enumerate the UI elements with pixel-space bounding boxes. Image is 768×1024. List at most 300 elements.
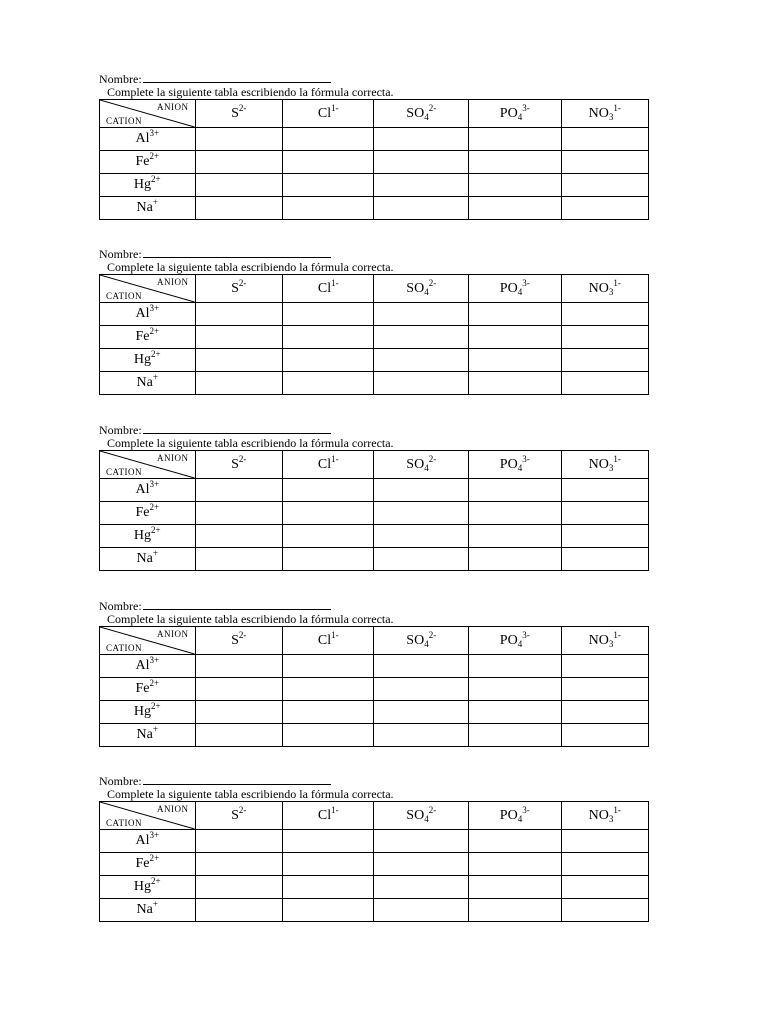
cation-row: [100, 655, 649, 678]
anion-symbol: PO: [499, 632, 518, 648]
cation-symbol: Hg: [133, 528, 152, 543]
formula-answer-cell[interactable]: [195, 349, 282, 372]
anion-symbol: Cl: [317, 807, 332, 823]
formula-answer-cell[interactable]: [374, 197, 469, 220]
anion-symbol: NO: [588, 105, 609, 121]
cation-charge: 2+: [149, 326, 160, 336]
cation-charge: 2+: [149, 853, 160, 863]
cation-charge: 2+: [149, 502, 160, 512]
cation-row: [100, 128, 649, 151]
formula-answer-cell[interactable]: [282, 197, 374, 220]
formula-table: [99, 626, 649, 747]
formula-answer-cell[interactable]: [469, 678, 562, 701]
formula-answer-cell[interactable]: [561, 655, 649, 678]
formula-answer-cell[interactable]: [374, 128, 469, 151]
anion-header: [469, 275, 562, 303]
cation-symbol: Na: [136, 902, 153, 917]
cation-charge: 3+: [149, 655, 160, 665]
anion-charge: 1-: [613, 453, 621, 464]
corner-cell: [100, 100, 196, 128]
formula-answer-cell[interactable]: [469, 701, 562, 724]
cation-row: [100, 197, 649, 220]
formula-answer-cell[interactable]: [374, 502, 469, 525]
formula-answer-cell[interactable]: [561, 899, 649, 922]
anion-header: [469, 627, 562, 655]
cation-cell: [100, 655, 196, 678]
name-label: Nombre:: [99, 423, 142, 437]
cation-charge: 2+: [151, 876, 161, 886]
cation-cell: [100, 724, 196, 747]
name-line: [99, 71, 649, 85]
cation-row: [100, 701, 649, 724]
formula-answer-cell[interactable]: [282, 830, 374, 853]
formula-table: [99, 99, 649, 220]
anion-header: [374, 275, 469, 303]
name-line: [99, 773, 649, 787]
formula-answer-cell[interactable]: [374, 899, 469, 922]
cation-symbol: Al: [135, 306, 150, 321]
cation-header-label: CATION: [106, 818, 142, 828]
formula-answer-cell[interactable]: [374, 678, 469, 701]
instruction-text: Complete la siguiente tabla escribiendo la fórmula correcta.: [107, 787, 394, 801]
name-label: Nombre:: [99, 247, 142, 261]
cation-symbol: Hg: [133, 879, 152, 894]
cation-symbol: Al: [135, 131, 150, 146]
cation-cell: [100, 372, 196, 395]
cation-charge: +: [152, 372, 158, 382]
formula-answer-cell[interactable]: [469, 326, 562, 349]
name-line: [99, 598, 649, 612]
anion-header: [561, 100, 649, 128]
anion-header: [282, 275, 374, 303]
formula-answer-cell[interactable]: [561, 372, 649, 395]
instruction-text: Complete la siguiente tabla escribiendo la fórmula correcta.: [107, 260, 394, 274]
anion-header: [561, 275, 649, 303]
anion-header: [374, 451, 469, 479]
formula-answer-cell[interactable]: [195, 853, 282, 876]
anion-symbol: S: [231, 632, 239, 648]
anion-symbol: NO: [588, 456, 609, 472]
formula-answer-cell[interactable]: [282, 128, 374, 151]
formula-answer-cell[interactable]: [469, 502, 562, 525]
name-label: Nombre:: [99, 599, 142, 613]
formula-answer-cell[interactable]: [561, 349, 649, 372]
formula-answer-cell[interactable]: [561, 853, 649, 876]
anion-symbol: SO: [406, 456, 425, 472]
anion-header-label: ANION: [157, 629, 189, 639]
formula-answer-cell[interactable]: [561, 548, 649, 571]
cation-symbol: Fe: [135, 154, 150, 169]
formula-answer-cell[interactable]: [561, 197, 649, 220]
cation-symbol: Na: [136, 200, 153, 215]
anion-header: [561, 802, 649, 830]
anion-subscript: 3: [608, 813, 614, 824]
formula-answer-cell[interactable]: [195, 724, 282, 747]
formula-answer-cell[interactable]: [561, 303, 649, 326]
formula-answer-cell[interactable]: [469, 128, 562, 151]
cation-row: [100, 899, 649, 922]
name-blank[interactable]: [143, 71, 331, 83]
cation-header-label: CATION: [106, 291, 142, 301]
anion-header-label: ANION: [157, 453, 189, 463]
anion-charge: 1-: [613, 277, 621, 288]
anion-charge: 2-: [428, 102, 437, 113]
formula-answer-cell[interactable]: [195, 678, 282, 701]
cation-row: [100, 174, 649, 197]
formula-table: [99, 450, 649, 571]
anion-charge: 1-: [331, 277, 339, 288]
formula-answer-cell[interactable]: [561, 724, 649, 747]
formula-answer-cell[interactable]: [195, 525, 282, 548]
anion-charge: 3-: [522, 453, 530, 464]
formula-answer-cell[interactable]: [282, 502, 374, 525]
anion-symbol: PO: [499, 456, 518, 472]
formula-answer-cell[interactable]: [374, 174, 469, 197]
cation-charge: 2+: [151, 701, 161, 711]
cation-cell: [100, 830, 196, 853]
formula-answer-cell[interactable]: [195, 151, 282, 174]
cation-symbol: Al: [135, 833, 150, 848]
anion-header: [195, 802, 282, 830]
cation-row: [100, 678, 649, 701]
cation-cell: [100, 128, 196, 151]
formula-table: [99, 274, 649, 395]
cation-charge: 3+: [149, 128, 160, 138]
formula-answer-cell[interactable]: [195, 326, 282, 349]
cation-cell: [100, 197, 196, 220]
anion-subscript: 4: [424, 638, 429, 649]
formula-answer-cell[interactable]: [469, 899, 562, 922]
cation-cell: [100, 502, 196, 525]
formula-answer-cell[interactable]: [561, 479, 649, 502]
cation-charge: 3+: [149, 830, 160, 840]
formula-answer-cell[interactable]: [195, 899, 282, 922]
header-row: [100, 275, 649, 303]
formula-answer-cell[interactable]: [374, 326, 469, 349]
formula-answer-cell[interactable]: [282, 899, 374, 922]
formula-answer-cell[interactable]: [282, 853, 374, 876]
formula-answer-cell[interactable]: [561, 678, 649, 701]
cation-symbol: Al: [135, 482, 150, 497]
anion-subscript: 4: [517, 111, 523, 122]
cation-charge: +: [152, 197, 158, 207]
anion-subscript: 4: [424, 462, 429, 473]
anion-subscript: 3: [608, 286, 614, 297]
cation-cell: [100, 899, 196, 922]
formula-answer-cell[interactable]: [282, 876, 374, 899]
cation-row: [100, 372, 649, 395]
formula-answer-cell[interactable]: [195, 197, 282, 220]
cation-cell: [100, 525, 196, 548]
worksheet-block: [99, 598, 649, 747]
anion-charge: 2-: [428, 277, 437, 288]
formula-answer-cell[interactable]: [282, 525, 374, 548]
formula-answer-cell[interactable]: [282, 349, 374, 372]
anion-header: [561, 451, 649, 479]
formula-answer-cell[interactable]: [282, 655, 374, 678]
cation-charge: +: [152, 548, 158, 558]
formula-answer-cell[interactable]: [195, 372, 282, 395]
formula-answer-cell[interactable]: [561, 830, 649, 853]
anion-header: [195, 100, 282, 128]
cation-row: [100, 349, 649, 372]
anion-charge: 2-: [238, 453, 247, 464]
formula-answer-cell[interactable]: [374, 830, 469, 853]
worksheet-block: [99, 71, 649, 220]
formula-answer-cell[interactable]: [469, 197, 562, 220]
instruction-text: Complete la siguiente tabla escribiendo la fórmula correcta.: [107, 436, 394, 450]
anion-symbol: Cl: [317, 632, 332, 648]
cation-charge: 2+: [149, 151, 160, 161]
anion-header: [561, 627, 649, 655]
formula-answer-cell[interactable]: [469, 655, 562, 678]
name-line: [99, 246, 649, 260]
cation-charge: 2+: [149, 678, 160, 688]
formula-answer-cell[interactable]: [282, 303, 374, 326]
cation-symbol: Hg: [133, 704, 152, 719]
cation-charge: 2+: [151, 525, 161, 535]
instruction-text: Complete la siguiente tabla escribiendo la fórmula correcta.: [107, 612, 394, 626]
anion-charge: 3-: [522, 804, 530, 815]
anion-charge: 2-: [238, 629, 247, 640]
anion-charge: 2-: [238, 804, 247, 815]
formula-answer-cell[interactable]: [195, 548, 282, 571]
formula-answer-cell[interactable]: [469, 151, 562, 174]
anion-symbol: PO: [499, 280, 518, 296]
anion-subscript: 4: [424, 286, 429, 297]
anion-symbol: S: [231, 105, 239, 121]
cation-cell: [100, 151, 196, 174]
formula-answer-cell[interactable]: [374, 151, 469, 174]
anion-header: [469, 451, 562, 479]
name-label: Nombre:: [99, 774, 142, 788]
formula-answer-cell[interactable]: [469, 548, 562, 571]
formula-answer-cell[interactable]: [195, 174, 282, 197]
anion-header: [374, 627, 469, 655]
anion-charge: 3-: [522, 629, 530, 640]
anion-subscript: 4: [517, 813, 523, 824]
cation-row: [100, 548, 649, 571]
formula-answer-cell[interactable]: [282, 479, 374, 502]
formula-answer-cell[interactable]: [374, 724, 469, 747]
anion-symbol: SO: [406, 632, 425, 648]
formula-answer-cell[interactable]: [469, 830, 562, 853]
anion-header: [282, 627, 374, 655]
anion-header: [195, 627, 282, 655]
formula-answer-cell[interactable]: [374, 548, 469, 571]
formula-answer-cell[interactable]: [374, 525, 469, 548]
cation-row: [100, 326, 649, 349]
name-blank[interactable]: [143, 422, 331, 434]
anion-charge: 1-: [613, 102, 621, 113]
header-row: [100, 802, 649, 830]
anion-header: [282, 802, 374, 830]
cation-symbol: Al: [135, 658, 150, 673]
cation-row: [100, 303, 649, 326]
cation-symbol: Na: [136, 375, 153, 390]
cation-cell: [100, 479, 196, 502]
anion-symbol: S: [231, 280, 239, 296]
formula-answer-cell[interactable]: [195, 128, 282, 151]
formula-answer-cell[interactable]: [469, 174, 562, 197]
formula-answer-cell[interactable]: [374, 655, 469, 678]
formula-answer-cell[interactable]: [561, 128, 649, 151]
formula-answer-cell[interactable]: [561, 174, 649, 197]
anion-subscript: 4: [517, 462, 523, 473]
formula-answer-cell[interactable]: [561, 876, 649, 899]
anion-header: [282, 451, 374, 479]
anion-header-label: ANION: [157, 277, 189, 287]
formula-answer-cell[interactable]: [561, 151, 649, 174]
formula-answer-cell[interactable]: [374, 876, 469, 899]
worksheet-block: [99, 773, 649, 922]
anion-charge: 2-: [428, 629, 437, 640]
formula-table: [99, 801, 649, 922]
anion-symbol: NO: [588, 280, 609, 296]
worksheet-block: [99, 246, 649, 395]
formula-answer-cell[interactable]: [195, 479, 282, 502]
anion-symbol: Cl: [317, 456, 332, 472]
formula-answer-cell[interactable]: [282, 372, 374, 395]
cation-cell: [100, 678, 196, 701]
cation-row: [100, 830, 649, 853]
formula-answer-cell[interactable]: [374, 479, 469, 502]
anion-charge: 3-: [522, 277, 530, 288]
formula-answer-cell[interactable]: [374, 349, 469, 372]
formula-answer-cell[interactable]: [282, 678, 374, 701]
cation-cell: [100, 349, 196, 372]
anion-charge: 1-: [613, 804, 621, 815]
cation-cell: [100, 876, 196, 899]
anion-symbol: PO: [499, 105, 518, 121]
anion-header: [282, 100, 374, 128]
formula-answer-cell[interactable]: [282, 174, 374, 197]
anion-header: [195, 451, 282, 479]
cation-row: [100, 502, 649, 525]
cation-symbol: Na: [136, 551, 153, 566]
anion-subscript: 4: [517, 638, 523, 649]
anion-subscript: 4: [424, 813, 429, 824]
formula-answer-cell[interactable]: [561, 502, 649, 525]
anion-symbol: NO: [588, 632, 609, 648]
anion-charge: 1-: [331, 804, 339, 815]
cation-header-label: CATION: [106, 643, 142, 653]
name-label: Nombre:: [99, 72, 142, 86]
name-line: [99, 422, 649, 436]
formula-answer-cell[interactable]: [282, 548, 374, 571]
cation-cell: [100, 303, 196, 326]
formula-answer-cell[interactable]: [469, 525, 562, 548]
anion-subscript: 3: [608, 462, 614, 473]
name-blank[interactable]: [143, 246, 331, 258]
anion-subscript: 4: [517, 286, 523, 297]
formula-answer-cell[interactable]: [195, 701, 282, 724]
formula-answer-cell[interactable]: [374, 701, 469, 724]
name-blank[interactable]: [143, 598, 331, 610]
anion-symbol: SO: [406, 807, 425, 823]
anion-symbol: SO: [406, 280, 425, 296]
anion-header: [374, 802, 469, 830]
cation-symbol: Fe: [135, 329, 150, 344]
formula-answer-cell[interactable]: [469, 876, 562, 899]
anion-charge: 2-: [428, 804, 437, 815]
instruction-text: Complete la siguiente tabla escribiendo la fórmula correcta.: [107, 85, 394, 99]
cation-cell: [100, 548, 196, 571]
anion-header: [469, 802, 562, 830]
cation-charge: 2+: [151, 174, 161, 184]
cation-header-label: CATION: [106, 116, 142, 126]
cation-cell: [100, 853, 196, 876]
name-blank[interactable]: [143, 773, 331, 785]
formula-answer-cell[interactable]: [561, 326, 649, 349]
corner-cell: [100, 451, 196, 479]
cation-charge: 3+: [149, 479, 160, 489]
formula-answer-cell[interactable]: [561, 701, 649, 724]
anion-symbol: S: [231, 807, 239, 823]
formula-answer-cell[interactable]: [469, 372, 562, 395]
cation-header-label: CATION: [106, 467, 142, 477]
cation-charge: +: [152, 724, 158, 734]
formula-answer-cell[interactable]: [374, 853, 469, 876]
header-row: [100, 100, 649, 128]
formula-answer-cell[interactable]: [195, 303, 282, 326]
cation-cell: [100, 326, 196, 349]
cation-cell: [100, 174, 196, 197]
cation-symbol: Fe: [135, 856, 150, 871]
anion-header: [374, 100, 469, 128]
formula-answer-cell[interactable]: [469, 349, 562, 372]
cation-cell: [100, 701, 196, 724]
anion-header-label: ANION: [157, 804, 189, 814]
anion-subscript: 3: [608, 111, 614, 122]
formula-answer-cell[interactable]: [374, 372, 469, 395]
anion-charge: 2-: [238, 277, 247, 288]
formula-answer-cell[interactable]: [469, 479, 562, 502]
formula-answer-cell[interactable]: [195, 502, 282, 525]
anion-symbol: Cl: [317, 280, 332, 296]
formula-answer-cell[interactable]: [282, 724, 374, 747]
cation-symbol: Fe: [135, 681, 150, 696]
cation-row: [100, 724, 649, 747]
anion-header: [469, 100, 562, 128]
formula-answer-cell[interactable]: [195, 876, 282, 899]
anion-subscript: 3: [608, 638, 614, 649]
formula-answer-cell[interactable]: [469, 303, 562, 326]
formula-answer-cell[interactable]: [195, 830, 282, 853]
formula-answer-cell[interactable]: [561, 525, 649, 548]
cation-row: [100, 479, 649, 502]
anion-charge: 2-: [428, 453, 437, 464]
anion-charge: 1-: [331, 629, 339, 640]
anion-subscript: 4: [424, 111, 429, 122]
formula-answer-cell[interactable]: [282, 151, 374, 174]
worksheet-block: [99, 422, 649, 571]
formula-answer-cell[interactable]: [282, 701, 374, 724]
anion-symbol: NO: [588, 807, 609, 823]
formula-answer-cell[interactable]: [282, 326, 374, 349]
cation-row: [100, 876, 649, 899]
formula-answer-cell[interactable]: [195, 655, 282, 678]
corner-cell: [100, 275, 196, 303]
formula-answer-cell[interactable]: [469, 853, 562, 876]
cation-charge: 3+: [149, 303, 160, 313]
formula-answer-cell[interactable]: [469, 724, 562, 747]
formula-answer-cell[interactable]: [374, 303, 469, 326]
cation-symbol: Hg: [133, 352, 152, 367]
cation-row: [100, 853, 649, 876]
anion-symbol: SO: [406, 105, 425, 121]
cation-symbol: Fe: [135, 505, 150, 520]
